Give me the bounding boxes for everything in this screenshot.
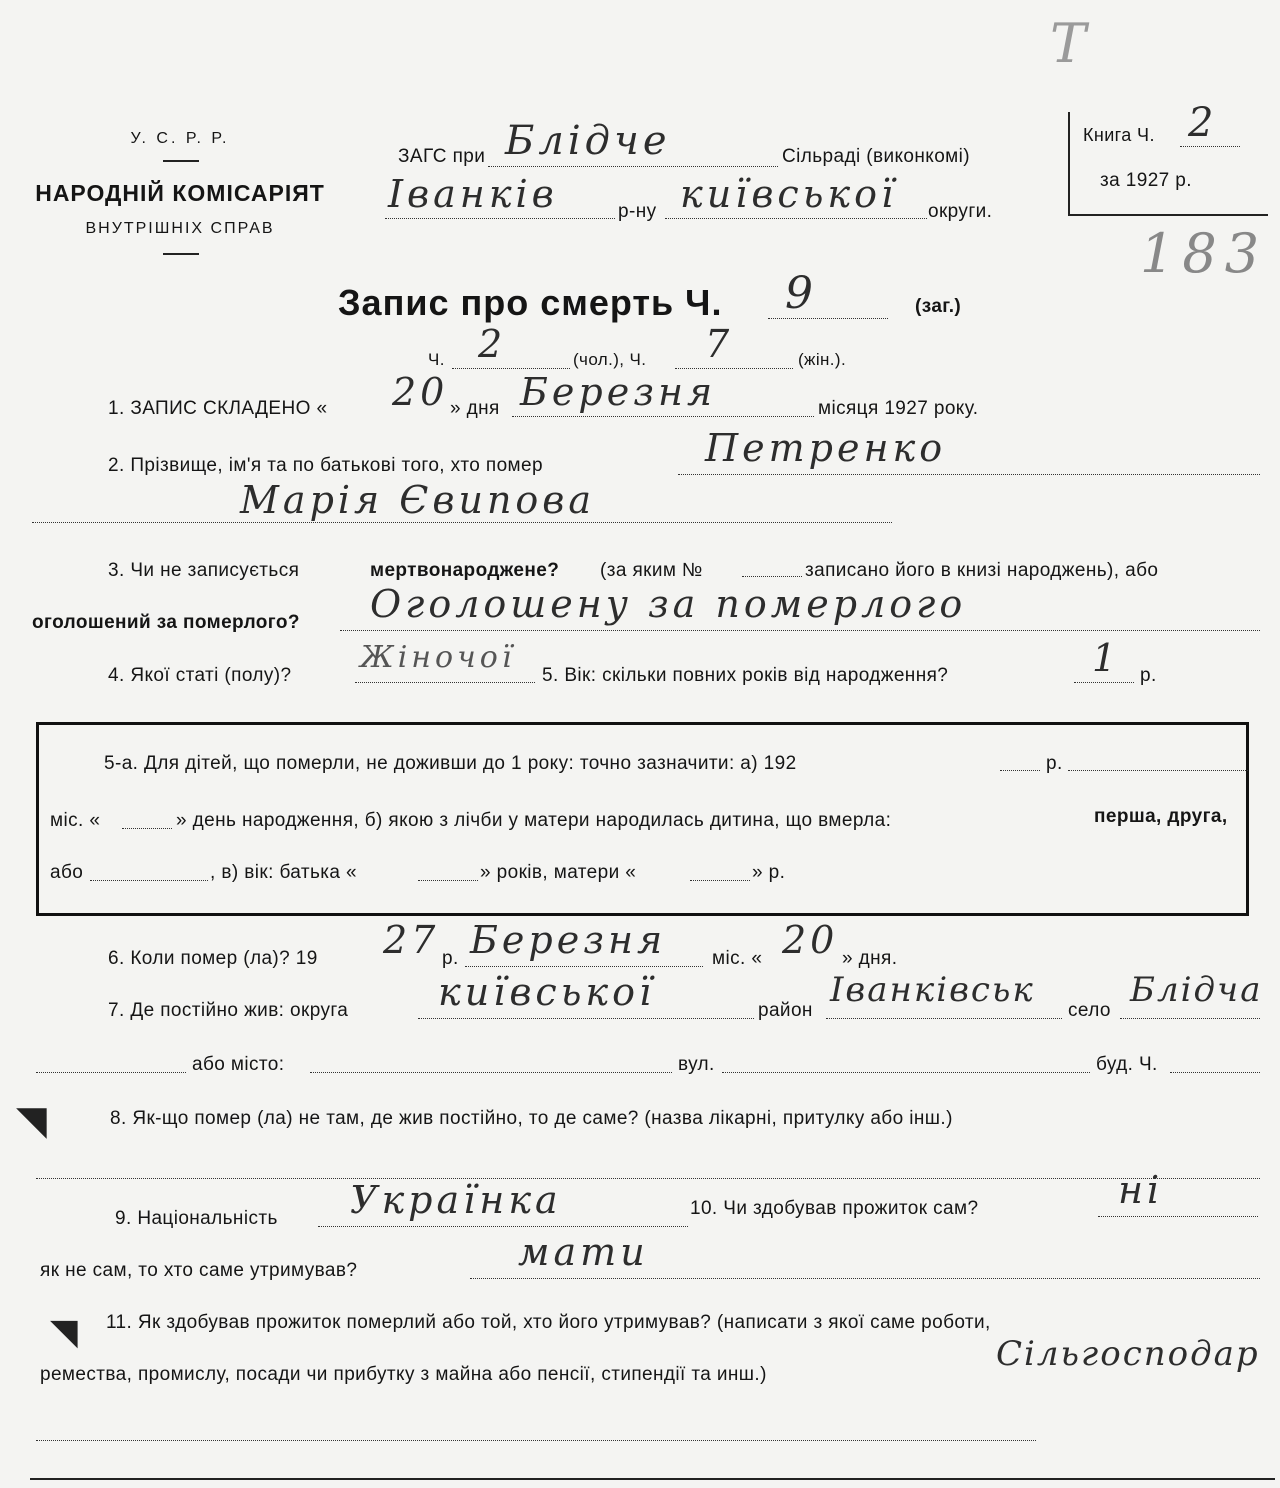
q1-month-handwritten: Березня — [520, 370, 717, 414]
fill-line — [385, 218, 615, 219]
book-number-handwritten: 2 — [1188, 100, 1218, 146]
fill-line — [722, 1072, 1090, 1073]
bottom-rule — [30, 1478, 1275, 1480]
q1-label: 1. ЗАПИС СКЛАДЕНО « — [108, 398, 328, 419]
q11-line2: ремества, промислу, посади чи прибутку з майна або пенсії, стипендії та инш.) — [40, 1364, 767, 1385]
q3-label-d: записано його в книзі народжень), або — [805, 560, 1159, 581]
female-label: (жін.). — [798, 350, 847, 369]
q7-street-label: вул. — [678, 1054, 715, 1075]
book-year: за 1927 р. — [1100, 170, 1192, 191]
fill-line — [465, 966, 703, 967]
fill-line — [418, 880, 478, 881]
fill-line — [470, 1278, 1260, 1279]
total-label: (заг.) — [915, 296, 962, 317]
corner-mark-handwritten: Т — [1050, 12, 1091, 75]
fill-line — [742, 576, 802, 577]
divider — [163, 160, 199, 162]
q5a-line2-c: перша, друга, — [1094, 806, 1228, 827]
q8-label: 8. Як-що помер (ла) не там, де жив постійно, то де саме? (назва лікарні, притулку або інш.) — [110, 1108, 953, 1129]
fill-line — [675, 368, 793, 369]
q5a-line3-b: , в) вік: батька « — [210, 862, 357, 883]
zags-prefix: ЗАГС при — [398, 146, 486, 167]
fill-line — [678, 474, 1260, 475]
record-title: Запис про смерть Ч. — [338, 282, 723, 323]
zags-district-handwritten: Іванків — [388, 172, 558, 216]
q3-label-a: 3. Чи не записується — [108, 560, 300, 581]
q2-name-handwritten: Марія Євипова — [240, 478, 596, 522]
fill-line — [90, 880, 208, 881]
q7-district-handwritten: Іванківськ — [830, 970, 1035, 1010]
q3-answer-handwritten: Оголошену за померлого — [370, 582, 967, 626]
q5-unit: р. — [1140, 665, 1157, 686]
fill-line — [340, 630, 1260, 631]
q9-label: 9. Національність — [115, 1208, 278, 1229]
q10-label: 10. Чи здобував прожиток сам? — [690, 1198, 979, 1219]
q5a-line3-c: » років, матери « — [480, 862, 637, 883]
department-label: ВНУТРІШНІХ СПРАВ — [85, 220, 275, 237]
book-box-border — [1068, 214, 1268, 216]
district-label: р-ну — [618, 201, 657, 222]
q7-village-handwritten: Блідча — [1130, 970, 1263, 1010]
q9-answer-handwritten: Українка — [350, 1178, 562, 1222]
margin-number-handwritten: 183 — [1140, 222, 1268, 285]
fill-line — [36, 1440, 1036, 1441]
q6-day-handwritten: 20 — [782, 918, 839, 962]
q7-house-label: буд. Ч. — [1096, 1054, 1158, 1075]
male-label: (чол.), Ч. — [573, 350, 647, 369]
q2-surname-handwritten: Петренко — [705, 426, 947, 470]
q3-label-b: мертвонароджене? — [370, 560, 560, 581]
q7-village-label: село — [1068, 1000, 1111, 1021]
fill-line — [355, 682, 535, 683]
commissariat-label: НАРОДНІЙ КОМІСАРІЯТ — [35, 180, 325, 206]
q11-line1: 11. Як здобував прожиток померлий або той, хто його утримував? (написати з якої саме роботи, — [106, 1312, 991, 1333]
q6-label: 6. Коли помер (ла)? 19 — [108, 948, 318, 969]
q3-label-c: (за яким № — [600, 560, 703, 581]
fill-line — [488, 166, 778, 167]
male-count-handwritten: 2 — [478, 322, 507, 366]
q1-day-handwritten: 20 — [392, 370, 449, 414]
divider — [163, 253, 199, 255]
q4-label: 4. Якої статі (полу)? — [108, 665, 292, 686]
q5a-line2-b: » день народження, б) якою з лічби у матери народилась дитина, що вмерла: — [176, 810, 892, 831]
republic-label: У. С. Р. Р. — [130, 130, 230, 147]
q5a-line2-a: міс. « — [50, 810, 101, 831]
fill-line — [36, 1072, 186, 1073]
punch-hole-mark: ◥ — [16, 1098, 51, 1144]
q6-month-handwritten: Березня — [470, 918, 667, 962]
q10-label2: як не сам, то хто саме утримував? — [40, 1260, 358, 1281]
q6-mid: р. — [442, 948, 459, 969]
fill-line — [318, 1226, 688, 1227]
q1-end: місяця 1927 року. — [818, 398, 979, 419]
fill-line — [1000, 770, 1040, 771]
q10-answer2-handwritten: мати — [518, 1230, 649, 1274]
fill-line — [36, 1178, 1260, 1179]
fill-line — [1068, 770, 1248, 771]
fill-line — [826, 1018, 1062, 1019]
q4-answer-handwritten: Жіночої — [360, 640, 516, 675]
q7-label: 7. Де постійно жив: округа — [108, 1000, 349, 1021]
fill-line — [310, 1072, 672, 1073]
punch-hole-mark: ◥ — [50, 1312, 82, 1353]
council-label: Сільраді (виконкомі) — [782, 146, 970, 167]
fill-line — [665, 218, 927, 219]
q5-answer-handwritten: 1 — [1092, 636, 1121, 680]
fill-line — [122, 828, 172, 829]
fill-line — [1098, 1216, 1258, 1217]
zags-village-handwritten: Блідче — [505, 118, 671, 164]
fill-line — [512, 416, 814, 417]
ch-label: Ч. — [428, 350, 445, 369]
fill-line — [1074, 682, 1134, 683]
fill-line — [1120, 1018, 1260, 1019]
fill-line — [1170, 1072, 1260, 1073]
q7-okrug-handwritten: київської — [438, 970, 656, 1014]
q11-answer-handwritten: Сільгосподар — [996, 1334, 1260, 1374]
q7-city-label: або місто: — [192, 1054, 285, 1075]
female-count-handwritten: 7 — [705, 322, 734, 366]
q10-answer-handwritten: ні — [1118, 1168, 1164, 1212]
record-number-handwritten: 9 — [785, 268, 817, 319]
q5-label: 5. Вік: скільки повних років від народження? — [542, 665, 949, 686]
okrug-label: округи. — [928, 201, 993, 222]
q5a-line3-a: або — [50, 862, 84, 883]
q6-mid2: міс. « — [712, 948, 763, 969]
fill-line — [32, 522, 892, 523]
book-label: Книга Ч. — [1083, 125, 1155, 145]
fill-line — [418, 1018, 754, 1019]
zags-okrug-handwritten: київської — [680, 172, 898, 216]
q5a-line1-end: р. — [1046, 753, 1063, 774]
q1-mid: » дня — [450, 398, 500, 419]
fill-line — [1180, 146, 1240, 147]
fill-line — [690, 880, 750, 881]
book-box-border — [1068, 112, 1070, 216]
q3-label-e: оголошений за померлого? — [32, 612, 300, 633]
q7-district-label: район — [758, 1000, 813, 1021]
q6-year-handwritten: 27 — [383, 918, 440, 962]
q5a-line1: 5-а. Для дітей, що померли, не доживши до 1 року: точно зазначити: а) 192 — [104, 753, 797, 774]
q6-end: » дня. — [842, 948, 898, 969]
fill-line — [452, 368, 570, 369]
q5a-line3-d: » р. — [752, 862, 786, 883]
q2-label: 2. Прізвище, ім'я та по батькові того, хто помер — [108, 455, 543, 476]
